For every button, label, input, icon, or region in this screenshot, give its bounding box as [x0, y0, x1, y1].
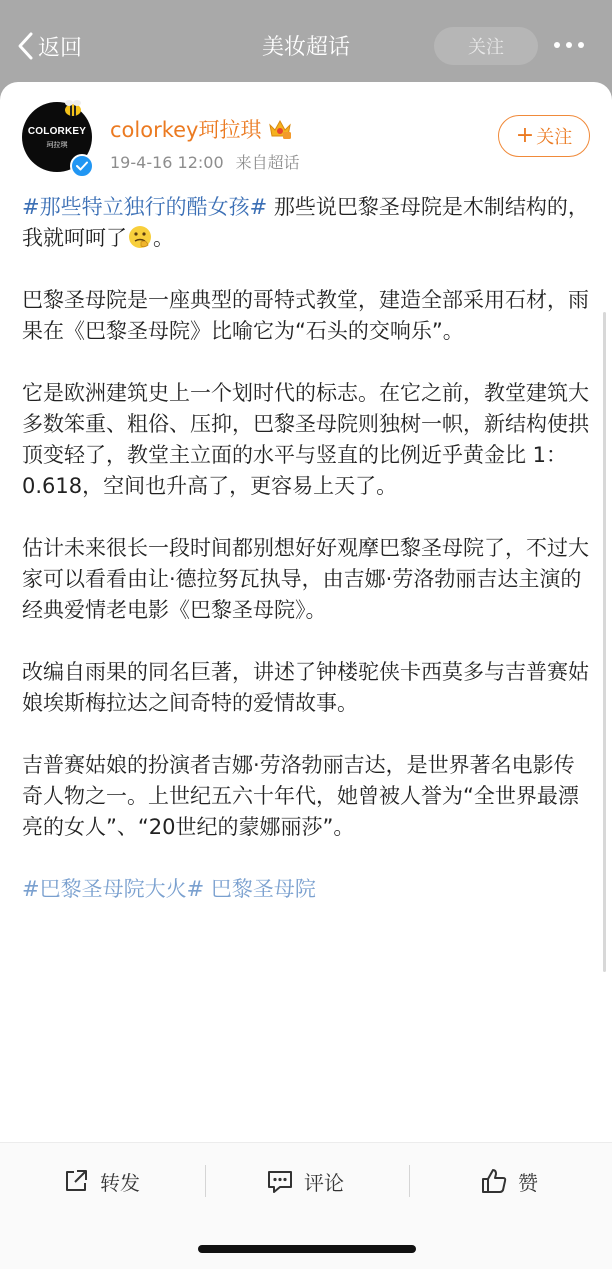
crown-icon — [267, 117, 293, 141]
post-source: 来自超话 — [235, 153, 300, 172]
follow-button-label: 关注 — [536, 127, 573, 148]
post-body — [22, 192, 590, 936]
paragraph: 巴黎圣母院是一座典型的哥特式教堂，建造全部采用石材，雨果在《巴黎圣母院》比喻它为“石头的交响乐”。 — [22, 288, 589, 343]
scrollbar[interactable] — [603, 312, 606, 972]
page-title: 美妆超话 — [261, 35, 350, 60]
like-button[interactable] — [480, 1165, 538, 1197]
bee-logo-icon — [60, 98, 86, 118]
paragraph-text: 那些说巴黎圣母院是木制结构的，我就呵呵了 — [22, 195, 589, 250]
plus-icon: + — [515, 123, 535, 148]
home-indicator — [198, 1245, 416, 1253]
repost-button[interactable] — [62, 1165, 140, 1197]
comment-icon — [266, 1167, 294, 1195]
paragraph: 改编自雨果的同名巨著，讲述了钟楼驼侠卡西莫多与吉普赛姑娘埃斯梅拉达之间奇特的爱情故事。 — [22, 660, 589, 715]
verified-icon — [70, 154, 94, 178]
repost-label: 转发 — [100, 1170, 140, 1195]
paragraph: 它是欧洲建筑史上一个划时代的标志。在它之前，教堂建筑大多数笨重、粗俗、压抑，巴黎圣母院则独树一帜，新结构使拱顶变轻了，教堂主立面的水平与竖直的比例近乎黄金比 1：0.618，空间也升高了，更容易上天了。 — [22, 381, 589, 498]
post-card — [0, 82, 612, 1268]
paragraph: 估计未来很长一段时间都别想好好观摩巴黎圣母院了，不过大家可以看看由让·德拉努瓦执导，由吉娜·劳洛勃丽吉达主演的经典爱情老电影《巴黎圣母院》。 — [22, 536, 589, 622]
thinking-emoji-icon — [127, 224, 153, 250]
avatar-brand-sub: 珂拉琪 — [46, 141, 68, 149]
like-label: 赞 — [518, 1170, 538, 1195]
post-meta — [110, 150, 300, 173]
comment-button[interactable] — [266, 1165, 344, 1197]
divider — [205, 1165, 206, 1197]
comment-label: 评论 — [304, 1170, 344, 1195]
like-icon — [480, 1167, 508, 1195]
share-icon — [62, 1167, 90, 1195]
paragraph-text-end: 。 — [153, 226, 174, 250]
top-bar — [0, 0, 612, 90]
topic-tag-link[interactable]: #那些特立独行的酷女孩# — [22, 195, 268, 219]
avatar-brand: COLORKEY — [27, 126, 87, 137]
follow-topic-button[interactable]: 关注 — [434, 27, 538, 65]
paragraph: 吉普赛姑娘的扮演者吉娜·劳洛勃丽吉达，是世界著名电影传奇人物之一。上世纪五六十年代，她曾被人誉为“全世界最漂亮的女人”、“20世纪的蒙娜丽莎”。 — [22, 753, 579, 839]
back-label: 返回 — [38, 35, 83, 61]
post-date: 19-4-16 12:00 — [110, 153, 224, 172]
tags-line-link[interactable]: #巴黎圣母院大火# 巴黎圣母院 — [22, 877, 316, 901]
paragraph — [22, 192, 590, 254]
divider — [409, 1165, 410, 1197]
more-icon[interactable] — [554, 42, 584, 48]
author-name[interactable] — [110, 114, 293, 144]
author-name-text: colorkey珂拉琪 — [110, 118, 262, 142]
follow-button[interactable] — [498, 115, 590, 157]
